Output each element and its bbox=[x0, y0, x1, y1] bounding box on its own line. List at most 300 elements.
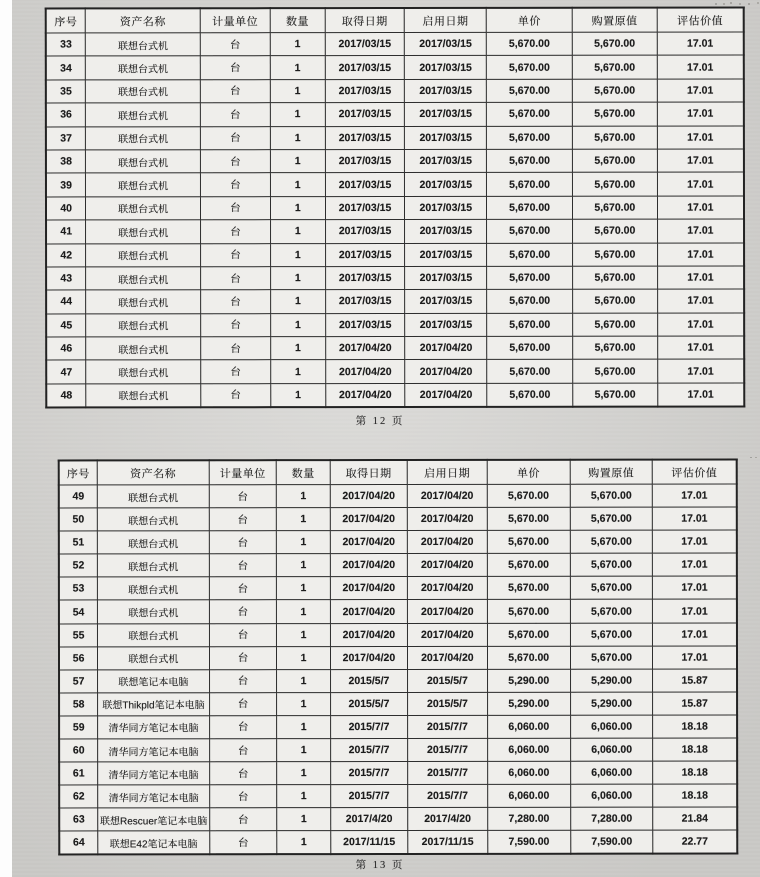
table-cell: 5,670.00 bbox=[487, 507, 570, 530]
table-cell: 7,590.00 bbox=[487, 831, 570, 854]
table-cell: 6,060.00 bbox=[570, 715, 652, 738]
table-cell: 37 bbox=[46, 126, 86, 149]
table-cell: 17.01 bbox=[653, 553, 737, 576]
table-cell: 1 bbox=[270, 196, 325, 219]
table-row bbox=[59, 669, 737, 693]
table-cell: 2017/04/20 bbox=[325, 337, 405, 361]
table-cell: 5,670.00 bbox=[573, 383, 658, 407]
table-cell: 1 bbox=[270, 56, 325, 79]
table-cell: 41 bbox=[46, 220, 86, 243]
table-row bbox=[46, 359, 744, 383]
table-cell: 17.01 bbox=[657, 32, 744, 56]
table-cell: 2015/5/7 bbox=[330, 692, 408, 715]
table-cell: 18.18 bbox=[653, 784, 737, 807]
table-cell: 联想台式机 bbox=[98, 577, 209, 600]
table-cell: 台 bbox=[209, 739, 277, 762]
table-cell: 2015/7/7 bbox=[330, 739, 408, 762]
table-cell: 1 bbox=[270, 103, 325, 126]
table-cell: 17.01 bbox=[657, 172, 744, 196]
table-cell: 5,670.00 bbox=[487, 149, 573, 173]
table-cell: 5,670.00 bbox=[487, 646, 570, 669]
column-header-4: 数量 bbox=[277, 460, 330, 485]
table-cell: 1 bbox=[277, 808, 330, 831]
table-cell: 6,060.00 bbox=[487, 738, 570, 761]
table-cell: 台 bbox=[200, 103, 270, 126]
table-cell: 22.77 bbox=[653, 830, 737, 853]
table-cell: 2017/03/15 bbox=[405, 266, 487, 290]
table-cell: 5,670.00 bbox=[572, 126, 657, 150]
table-cell: 台 bbox=[209, 531, 277, 554]
table-cell: 5,670.00 bbox=[570, 507, 652, 530]
page-number-13: 第 13 页 bbox=[355, 860, 405, 871]
table-cell: 59 bbox=[59, 716, 98, 739]
table-cell: 台 bbox=[209, 716, 277, 739]
table-cell: 2017/03/15 bbox=[405, 243, 487, 267]
table-cell: 40 bbox=[46, 197, 86, 220]
table-row bbox=[59, 715, 737, 739]
table-cell: 2017/04/20 bbox=[405, 360, 487, 384]
table-cell: 5,670.00 bbox=[573, 313, 658, 337]
table-cell: 5,290.00 bbox=[487, 692, 570, 715]
column-header-8: 购置原值 bbox=[572, 8, 657, 33]
table-cell: 5,670.00 bbox=[573, 336, 658, 360]
table-cell: 联想台式机 bbox=[98, 646, 209, 669]
table-cell: 台 bbox=[209, 577, 277, 600]
table-cell: 台 bbox=[209, 808, 277, 831]
table-cell: 2017/04/20 bbox=[330, 623, 408, 646]
table-cell: 2015/5/7 bbox=[330, 669, 408, 692]
page-number-12: 第 12 页 bbox=[355, 416, 405, 427]
column-header-1: 序号 bbox=[46, 8, 86, 33]
table-row bbox=[59, 553, 737, 577]
table-cell: 2017/03/15 bbox=[325, 266, 405, 290]
table-cell: 2017/03/15 bbox=[325, 196, 405, 220]
table-cell: 6,060.00 bbox=[487, 761, 570, 784]
table-cell: 台 bbox=[209, 485, 277, 508]
table-cell: 2017/04/20 bbox=[330, 646, 408, 669]
table-cell: 2017/04/20 bbox=[405, 383, 487, 407]
table-row bbox=[46, 243, 744, 267]
table-cell: 17.01 bbox=[657, 359, 744, 383]
table-cell: 5,670.00 bbox=[487, 196, 573, 220]
table-cell: 2017/03/15 bbox=[325, 79, 405, 103]
table-cell: 2015/7/7 bbox=[408, 715, 487, 738]
table-cell: 2017/04/20 bbox=[330, 600, 408, 623]
asset-table-page-12 bbox=[45, 7, 745, 408]
column-header-4: 数量 bbox=[270, 8, 325, 33]
table-cell: 5,670.00 bbox=[487, 336, 573, 360]
table-cell: 2015/7/7 bbox=[408, 762, 487, 785]
table-cell: 联想E42笔记本电脑 bbox=[98, 831, 209, 854]
table-cell: 7,280.00 bbox=[571, 807, 653, 830]
table-row bbox=[59, 784, 737, 808]
table-cell: 2017/03/15 bbox=[325, 243, 405, 267]
table-cell: 17.01 bbox=[657, 383, 744, 407]
table-cell: 55 bbox=[59, 623, 98, 646]
table-cell: 台 bbox=[200, 56, 270, 79]
table-cell: 5,670.00 bbox=[487, 219, 573, 243]
table-cell: 1 bbox=[270, 173, 325, 196]
table-cell: 5,670.00 bbox=[486, 32, 572, 56]
table-cell: 7,590.00 bbox=[571, 831, 653, 854]
table-cell: 5,670.00 bbox=[487, 554, 570, 577]
table-cell: 联想台式机 bbox=[86, 267, 201, 291]
table-cell: 18.18 bbox=[653, 715, 737, 738]
table-cell: 2017/03/15 bbox=[405, 173, 487, 197]
table-cell: 2017/04/20 bbox=[330, 531, 408, 554]
table-cell: 17.01 bbox=[657, 243, 744, 267]
table-cell: 台 bbox=[209, 669, 277, 692]
table-cell: 17.01 bbox=[657, 55, 744, 79]
table-cell: 1 bbox=[277, 739, 330, 762]
table-cell: 17.01 bbox=[657, 313, 744, 337]
table-cell: 联想Thikpld笔记本电脑 bbox=[98, 693, 209, 716]
table-row bbox=[59, 761, 737, 785]
table-cell: 17.01 bbox=[653, 599, 737, 622]
table-cell: 5,670.00 bbox=[570, 553, 652, 576]
table-cell: 35 bbox=[46, 80, 86, 103]
table-cell: 2017/11/15 bbox=[408, 831, 487, 854]
table-row bbox=[59, 623, 737, 647]
table-cell: 5,290.00 bbox=[487, 669, 570, 692]
table-cell: 2015/7/7 bbox=[330, 785, 408, 808]
table-cell: 5,670.00 bbox=[570, 623, 652, 646]
table-cell: 联想台式机 bbox=[97, 508, 208, 531]
table-row bbox=[59, 507, 737, 531]
table-row bbox=[59, 807, 737, 831]
table-cell: 5,670.00 bbox=[487, 577, 570, 600]
table-cell: 5,670.00 bbox=[573, 289, 658, 313]
table-cell: 2017/03/15 bbox=[405, 290, 487, 314]
column-header-1: 序号 bbox=[59, 460, 98, 485]
table-cell: 49 bbox=[59, 485, 98, 508]
table-cell: 2017/4/20 bbox=[330, 808, 408, 831]
table-cell: 5,670.00 bbox=[487, 600, 570, 623]
column-header-2: 资产名称 bbox=[97, 460, 208, 485]
table-cell: 5,670.00 bbox=[573, 360, 658, 384]
table-cell: 17.01 bbox=[653, 646, 737, 669]
table-cell: 1 bbox=[277, 646, 330, 669]
table-cell: 1 bbox=[270, 243, 325, 266]
table-cell: 2017/04/20 bbox=[405, 336, 487, 360]
table-cell: 台 bbox=[209, 600, 277, 623]
table-cell: 1 bbox=[277, 623, 330, 646]
table-cell: 台 bbox=[201, 337, 271, 360]
table-cell: 联想台式机 bbox=[97, 485, 208, 508]
table-row bbox=[59, 530, 737, 554]
table-cell: 联想台式机 bbox=[98, 531, 209, 554]
table-cell: 53 bbox=[59, 577, 98, 600]
table-cell: 2017/03/15 bbox=[325, 56, 405, 80]
table-cell: 台 bbox=[201, 313, 271, 336]
table-cell: 17.01 bbox=[657, 336, 744, 360]
table-cell: 38 bbox=[46, 150, 86, 173]
table-cell: 1 bbox=[277, 577, 330, 600]
table-cell: 44 bbox=[46, 290, 86, 313]
table-cell: 2017/03/15 bbox=[405, 103, 487, 127]
table-cell: 联想台式机 bbox=[86, 243, 201, 267]
table-cell: 7,280.00 bbox=[487, 808, 570, 831]
table-cell: 5,670.00 bbox=[570, 600, 652, 623]
table-cell: 5,290.00 bbox=[570, 692, 652, 715]
table-cell: 联想台式机 bbox=[86, 173, 201, 197]
asset-table-page-13 bbox=[58, 459, 738, 855]
table-cell: 台 bbox=[200, 33, 270, 56]
table-cell: 51 bbox=[59, 531, 98, 554]
table-cell: 2017/04/20 bbox=[408, 554, 487, 577]
table-cell: 1 bbox=[277, 554, 330, 577]
table-cell: 5,670.00 bbox=[572, 196, 657, 220]
table-cell: 台 bbox=[200, 126, 270, 149]
table-cell: 60 bbox=[59, 739, 98, 762]
table-cell: 1 bbox=[277, 762, 330, 785]
table-cell: 台 bbox=[200, 79, 270, 102]
table-cell: 1 bbox=[270, 150, 325, 173]
table-cell: 5,670.00 bbox=[570, 577, 652, 600]
table-cell: 15.87 bbox=[653, 692, 737, 715]
table-cell: 台 bbox=[201, 290, 271, 313]
table-cell: 2017/04/20 bbox=[408, 600, 487, 623]
table-cell: 6,060.00 bbox=[487, 715, 570, 738]
table-cell: 17.01 bbox=[652, 484, 736, 507]
table-cell: 5,670.00 bbox=[487, 266, 573, 290]
table-cell: 63 bbox=[59, 808, 98, 831]
table-cell: 42 bbox=[46, 243, 86, 266]
table-cell: 5,670.00 bbox=[572, 102, 657, 126]
table-row bbox=[46, 172, 744, 196]
table-cell: 台 bbox=[209, 554, 277, 577]
table-cell: 清华同方笔记本电脑 bbox=[98, 785, 209, 808]
table-row bbox=[46, 313, 744, 337]
table-cell: 2017/04/20 bbox=[408, 623, 487, 646]
table-cell: 台 bbox=[200, 173, 270, 196]
table-row bbox=[46, 289, 744, 313]
table-cell: 2017/11/15 bbox=[330, 831, 408, 854]
table-cell: 联想笔记本电脑 bbox=[98, 670, 209, 693]
table-cell: 台 bbox=[201, 196, 271, 219]
table-cell: 2017/03/15 bbox=[405, 219, 487, 243]
table-cell: 2017/04/20 bbox=[325, 383, 405, 407]
table-cell: 1 bbox=[270, 126, 325, 149]
table-cell: 清华同方笔记本电脑 bbox=[98, 762, 209, 785]
table-cell: 5,670.00 bbox=[487, 383, 573, 407]
table-cell: 2015/5/7 bbox=[408, 692, 487, 715]
table-cell: 33 bbox=[46, 33, 86, 56]
table-cell: 1 bbox=[270, 290, 325, 313]
table-cell: 6,060.00 bbox=[571, 761, 653, 784]
table-cell: 台 bbox=[201, 384, 271, 407]
table-cell: 17.01 bbox=[657, 149, 744, 173]
table-cell: 联想台式机 bbox=[98, 623, 209, 646]
table-cell: 1 bbox=[277, 600, 330, 623]
table-cell: 61 bbox=[59, 762, 98, 785]
table-cell: 联想台式机 bbox=[86, 384, 201, 408]
table-cell: 1 bbox=[277, 669, 330, 692]
table-cell: 6,060.00 bbox=[487, 784, 570, 807]
table-cell: 2017/04/20 bbox=[330, 484, 408, 507]
table-cell: 17.01 bbox=[652, 507, 736, 530]
table-cell: 5,670.00 bbox=[487, 313, 573, 337]
table-cell: 清华同方笔记本电脑 bbox=[98, 716, 209, 739]
table-row bbox=[46, 196, 744, 220]
table-cell: 5,670.00 bbox=[572, 149, 657, 173]
table-cell: 台 bbox=[201, 360, 271, 383]
table-cell: 台 bbox=[209, 508, 277, 531]
table-cell: 5,670.00 bbox=[573, 243, 658, 267]
table-cell: 5,670.00 bbox=[572, 79, 657, 103]
table-row bbox=[46, 149, 744, 173]
table-cell: 5,670.00 bbox=[572, 172, 657, 196]
table-cell: 2017/03/15 bbox=[325, 173, 405, 197]
table-row bbox=[59, 738, 737, 762]
table-cell: 2017/04/20 bbox=[407, 507, 486, 530]
table-cell: 1 bbox=[270, 313, 325, 336]
table-cell: 5,670.00 bbox=[487, 484, 570, 507]
table-cell: 台 bbox=[200, 150, 270, 173]
scan-artifact-right-edge-dashes bbox=[750, 457, 752, 458]
table-cell: 2015/7/7 bbox=[408, 738, 487, 761]
table-cell: 2017/03/15 bbox=[325, 103, 405, 127]
table-cell: 1 bbox=[270, 79, 325, 102]
table-cell: 1 bbox=[277, 485, 330, 508]
column-header-2: 资产名称 bbox=[86, 8, 201, 33]
header-row bbox=[59, 460, 737, 485]
table-cell: 5,670.00 bbox=[487, 243, 573, 267]
table-cell: 5,670.00 bbox=[487, 290, 573, 314]
table-cell: 1 bbox=[277, 692, 330, 715]
table-cell: 2017/03/15 bbox=[405, 79, 487, 103]
table-cell: 台 bbox=[209, 646, 277, 669]
table-cell: 15.87 bbox=[653, 669, 737, 692]
table-cell: 5,670.00 bbox=[572, 32, 657, 56]
table-cell: 1 bbox=[271, 360, 326, 383]
table-cell: 2017/4/20 bbox=[408, 808, 487, 831]
table-cell: 2015/5/7 bbox=[408, 669, 487, 692]
table-row bbox=[46, 336, 744, 360]
table-cell: 2017/04/20 bbox=[407, 531, 486, 554]
table-cell: 联想Rescuer笔记本电脑 bbox=[98, 808, 209, 831]
table-cell: 2017/04/20 bbox=[325, 360, 405, 384]
column-header-6: 启用日期 bbox=[405, 8, 487, 33]
table-row bbox=[59, 830, 737, 854]
table-cell: 台 bbox=[201, 267, 271, 290]
table-cell: 台 bbox=[209, 693, 277, 716]
table-cell: 清华同方笔记本电脑 bbox=[98, 739, 209, 762]
table-cell: 5,670.00 bbox=[487, 126, 573, 150]
table-cell: 1 bbox=[277, 508, 330, 531]
asset-table bbox=[45, 7, 746, 409]
table-cell: 34 bbox=[46, 56, 86, 79]
table-cell: 17.01 bbox=[657, 79, 744, 103]
table-cell: 2017/03/15 bbox=[325, 149, 405, 173]
column-header-9: 评估价值 bbox=[657, 8, 744, 33]
table-cell: 2017/03/15 bbox=[325, 32, 405, 56]
table-cell: 5,670.00 bbox=[487, 623, 570, 646]
table-row bbox=[46, 266, 744, 290]
table-cell: 台 bbox=[209, 831, 277, 854]
table-row bbox=[59, 692, 737, 716]
table-cell: 52 bbox=[59, 554, 98, 577]
table-cell: 1 bbox=[277, 831, 330, 854]
column-header-7: 单价 bbox=[487, 460, 570, 485]
table-cell: 64 bbox=[59, 831, 98, 854]
table-cell: 2017/04/20 bbox=[408, 577, 487, 600]
table-row bbox=[59, 576, 737, 600]
table-cell: 2017/03/15 bbox=[405, 196, 487, 220]
column-header-3: 计量单位 bbox=[200, 8, 270, 33]
table-cell: 2017/03/15 bbox=[405, 149, 487, 173]
table-cell: 2017/03/15 bbox=[405, 313, 487, 337]
table-cell: 2017/03/15 bbox=[325, 126, 405, 150]
table-cell: 2017/03/15 bbox=[405, 126, 487, 150]
column-header-6: 启用日期 bbox=[407, 460, 486, 485]
column-header-7: 单价 bbox=[486, 8, 572, 33]
table-cell: 联想台式机 bbox=[86, 33, 201, 57]
table-cell: 联想台式机 bbox=[86, 337, 201, 361]
header-row bbox=[46, 8, 744, 33]
table-cell: 1 bbox=[270, 33, 325, 56]
table-cell: 联想台式机 bbox=[86, 313, 201, 337]
table-cell: 联想台式机 bbox=[98, 600, 209, 623]
table-cell: 5,670.00 bbox=[570, 646, 652, 669]
table-cell: 5,670.00 bbox=[572, 219, 657, 243]
table-cell: 54 bbox=[59, 600, 98, 623]
table-cell: 5,670.00 bbox=[573, 266, 658, 290]
table-cell: 36 bbox=[46, 103, 86, 126]
table-cell: 1 bbox=[277, 531, 330, 554]
asset-table bbox=[58, 459, 739, 856]
table-cell: 1 bbox=[277, 716, 330, 739]
table-cell: 18.18 bbox=[653, 761, 737, 784]
table-cell: 2017/03/15 bbox=[405, 32, 487, 56]
table-row bbox=[46, 126, 744, 150]
table-cell: 联想台式机 bbox=[86, 360, 201, 384]
table-cell: 5,670.00 bbox=[570, 530, 652, 553]
table-row bbox=[46, 102, 744, 126]
table-row bbox=[46, 55, 744, 79]
table-cell: 2015/7/7 bbox=[408, 785, 487, 808]
column-header-5: 取得日期 bbox=[330, 460, 408, 485]
column-header-9: 评估价值 bbox=[652, 460, 736, 485]
table-cell: 2017/03/15 bbox=[405, 56, 487, 80]
table-row bbox=[46, 219, 744, 243]
table-cell: 2017/04/20 bbox=[330, 554, 408, 577]
table-cell: 46 bbox=[46, 337, 86, 360]
table-cell: 17.01 bbox=[657, 266, 744, 290]
table-cell: 5,670.00 bbox=[570, 484, 652, 507]
table-row bbox=[46, 32, 744, 56]
table-cell: 57 bbox=[59, 670, 98, 693]
table-cell: 台 bbox=[209, 785, 277, 808]
table-cell: 17.01 bbox=[657, 102, 744, 126]
table-cell: 47 bbox=[46, 360, 86, 383]
table-cell: 5,670.00 bbox=[487, 530, 570, 553]
table-cell: 5,670.00 bbox=[572, 56, 657, 80]
table-cell: 21.84 bbox=[653, 807, 737, 830]
table-cell: 2015/7/7 bbox=[330, 762, 408, 785]
table-cell: 1 bbox=[270, 267, 325, 290]
table-cell: 联想台式机 bbox=[86, 290, 201, 314]
table-cell: 17.01 bbox=[657, 219, 744, 243]
column-header-3: 计量单位 bbox=[209, 460, 277, 485]
table-cell: 2017/04/20 bbox=[330, 508, 408, 531]
table-cell: 5,290.00 bbox=[570, 669, 652, 692]
table-cell: 2017/04/20 bbox=[408, 646, 487, 669]
scan-artifact-top-right-dots bbox=[715, 3, 717, 5]
table-cell: 2015/7/7 bbox=[330, 715, 408, 738]
table-cell: 台 bbox=[209, 762, 277, 785]
table-row bbox=[59, 646, 737, 670]
